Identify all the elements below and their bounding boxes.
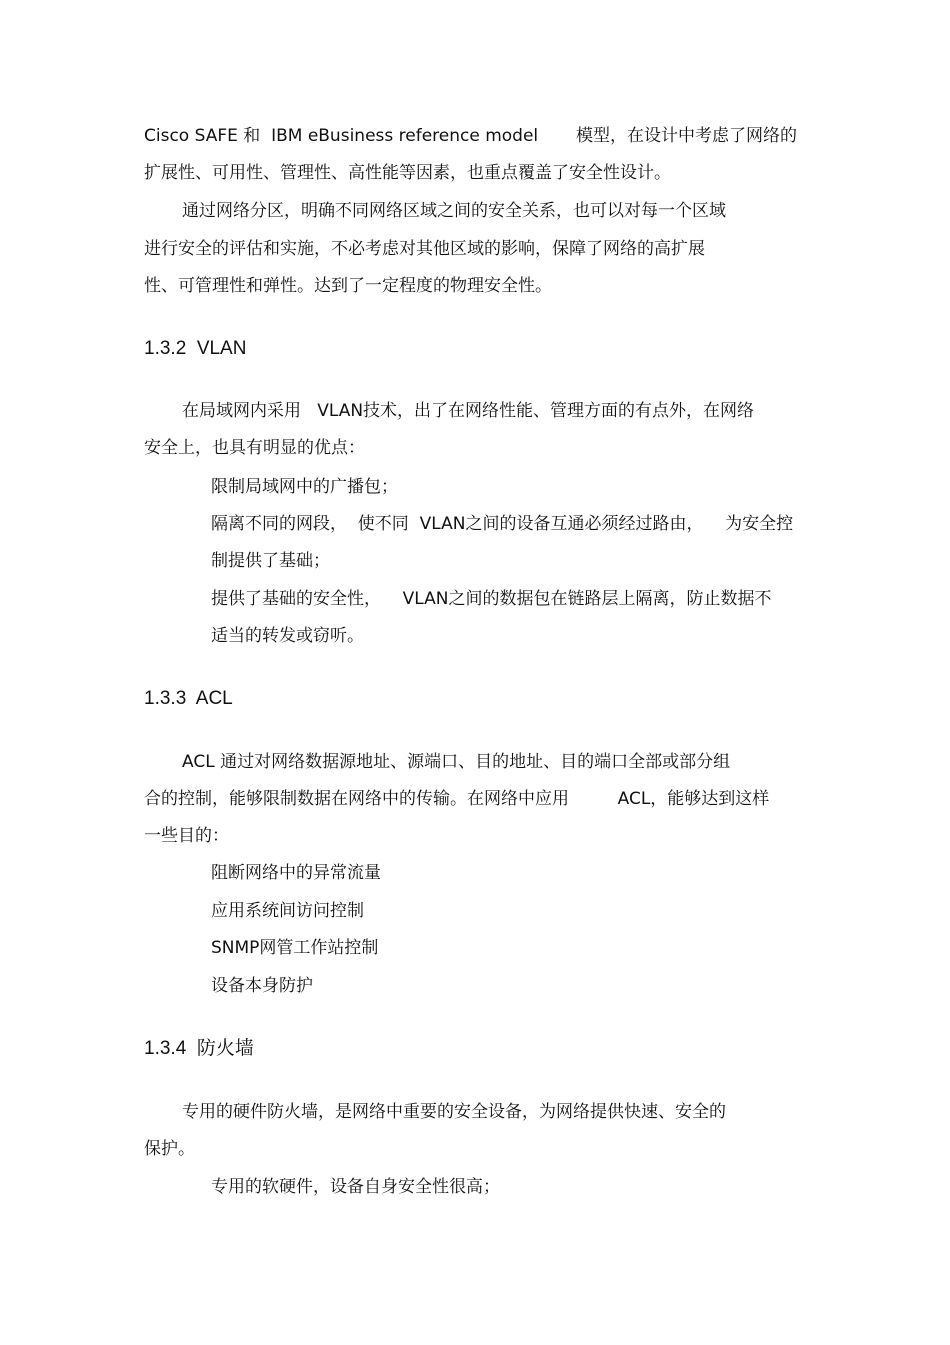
section-heading-vlan: 1.3.2 VLAN: [144, 338, 247, 359]
acl-item-2: 应用系统间访问控制: [211, 901, 364, 921]
intro-line-5: 性、可管理性和弹性。达到了一定程度的物理安全性。: [144, 276, 552, 296]
firewall-line-2: 保护。: [144, 1139, 195, 1159]
intro-line-4: 进行安全的评估和实施，不必考虑对其他区域的影响，保障了网络的高扩展: [144, 239, 705, 259]
firewall-line-1: 专用的硬件防火墙，是网络中重要的安全设备，为网络提供快速、安全的: [182, 1102, 726, 1122]
firewall-item-1: 专用的软硬件，设备自身安全性很高；: [211, 1177, 500, 1197]
vlan-item-1: 限制局域网中的广播包；: [211, 477, 398, 497]
vlan-line-1: 在局域网内采用 VLAN技术，出了在网络性能、管理方面的有点外，在网络: [182, 401, 755, 421]
vlan-item-3: 提供了基础的安全性， VLAN之间的数据包在链路层上隔离，防止数据不: [211, 589, 772, 609]
vlan-item-2: 隔离不同的网段， 使不同 VLAN之间的设备互通必须经过路由， 为安全控: [211, 514, 794, 534]
section-heading-firewall: 1.3.4 防火墙: [144, 1038, 254, 1059]
acl-line-2: 合的控制，能够限制数据在网络中的传输。在网络中应用 ACL，能够达到这样: [144, 789, 770, 809]
acl-line-1: ACL 通过对网络数据源地址、源端口、目的地址、目的端口全部或部分组: [182, 752, 731, 772]
intro-line-2: 扩展性、可用性、管理性、高性能等因素，也重点覆盖了安全性设计。: [144, 163, 671, 183]
intro-line-1: Cisco SAFE 和 IBM eBusiness reference model 模型，在设计中考虑了网络的: [144, 126, 797, 146]
vlan-item-2-cont: 制提供了基础；: [211, 551, 330, 571]
acl-item-1: 阻断网络中的异常流量: [211, 863, 381, 883]
acl-line-3: 一些目的：: [144, 826, 229, 846]
acl-item-4: 设备本身防护: [211, 976, 313, 996]
vlan-item-3-cont: 适当的转发或窃听。: [211, 626, 364, 646]
intro-line-3: 通过网络分区，明确不同网络区域之间的安全关系，也可以对每一个区域: [182, 201, 726, 221]
section-heading-acl: 1.3.3 ACL: [144, 688, 233, 709]
acl-item-3: SNMP网管工作站控制: [211, 938, 379, 958]
vlan-line-2: 安全上，也具有明显的优点：: [144, 438, 365, 458]
